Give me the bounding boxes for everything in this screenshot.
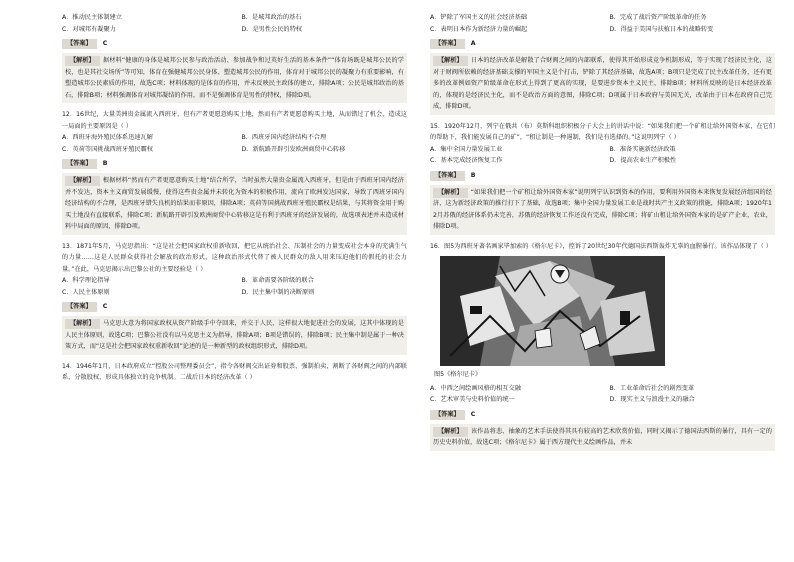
explanation-text: “如果我们把一个矿租让给外国资本家”说明列宁认识到资本的作用，要利用外国资本来恢复发展经济组国的经济，这为新经济政策的推行打下了基础，故选B项；集中全国力量发展工业是战时共产主义政策的措施，排除A项；1920年12月苏俄的经济体系仍未完善，苏俄的经济恢复工作还没有完成，排除C项；将矿山租让给外国资本家的是矿产企业，农业，排除D项。: [433, 188, 772, 230]
explanation-badge: 【解析】: [65, 176, 100, 186]
q15-option-a[interactable]: A．集中全国力量发展工业: [430, 145, 503, 153]
q14-option-c[interactable]: C．表明日本作为新经济力量的崛起: [430, 25, 528, 33]
q13-stem: 13．1871年5月，马克思指出：“这是社会把国家政权重新收回，把它从统治社会、压制社会的力量变成社会本身的充满生气的力量……这是人民群众获得社会解放的政治形式，这种政治形式代替了被人民群众的敌人用来压迫他们的假托的社会力量。”在此，马克思揭示出巴黎公社的主要经验是（ ）: [62, 242, 407, 273]
q16-options-row-2: [430, 394, 775, 406]
q11-options-row-1: [62, 12, 407, 24]
answer-badge: 【答案】: [62, 39, 97, 49]
q16-option-b[interactable]: B．工业革命后社会的剧烈变革: [609, 384, 695, 392]
q13-options-row-2: [62, 287, 407, 299]
q13-option-d[interactable]: D．民主集中制的决断原则: [241, 288, 315, 296]
answer-letter: C: [102, 303, 108, 310]
q14-stem: 14．1946年1月，日本政府成立“控股公司整理委员会”，指令各财阀交出证券和股票，强制拍卖，割断了各财阀之间的内部联系，分散股权，形成具体独立的竞争机制。二战后日本的经济改革（ ）: [62, 362, 407, 381]
answer-badge: 【答案】: [430, 171, 465, 181]
q12-stem: 12．16世纪，大量美洲贵金属流入西班牙，但有产者更愿意购买土地，然而有产者更愿意购买土地，从而错过了机会，造成这一局面的主要原因是（ ）: [62, 111, 407, 130]
q11-option-c[interactable]: C．对城邦有凝聚力: [62, 25, 116, 33]
answer-badge: 【答案】: [430, 39, 465, 49]
q16-option-c[interactable]: C．艺术审美与史料价值的统一: [430, 396, 515, 403]
explanation-badge: 【解析】: [433, 427, 468, 437]
explanation-text: 根据材料“然而有产者更愿意购买土地”结合所学，当时虽然大量贵金属流入西班牙，但是由于西班牙国内经济并不发达，资本主义商贸发展缓慢，使得这些贵金属并未转化为资本的积极作用，流向了欧洲发达国家，导致了西班牙国内经济结构的不合理，是西班牙错失良机的结果而非原因，排除A项；英荷等国挑战西班牙殖民霸权是结果，与其将资金用于购买土地没有直接联系，排除C项；新航路开辟引发欧洲商贸中心转移这是有利于西班牙的经济发展的，故选项表述并未造成材料中局面的原因，排除D项。: [65, 177, 404, 230]
q13-options-row-1: [62, 275, 407, 287]
right-column: [430, 12, 775, 457]
q13-option-c[interactable]: C．人民主体原则: [62, 288, 110, 296]
q15-option-d[interactable]: D．提高农业生产积极性: [609, 157, 677, 164]
q12-answer: [62, 158, 407, 170]
q14-option-d[interactable]: D．得益于美国与扶植日本的战略转变: [609, 25, 714, 33]
explanation-badge: 【解析】: [433, 188, 468, 198]
q15-option-c[interactable]: C．基本完成经济恢复工作: [430, 157, 503, 164]
q16-options-row-1: [430, 383, 775, 395]
answer-letter: A: [470, 40, 476, 47]
q11-option-b[interactable]: B．是城邦政治的基石: [241, 14, 302, 21]
q14-answer: [430, 38, 775, 50]
figure-caption: 图5《格尔尼卡》: [434, 371, 482, 378]
q13-option-b[interactable]: B．革命需要各阶级的联合: [241, 277, 314, 284]
q12-options-row-2: [62, 144, 407, 156]
q16-option-d[interactable]: D．现实主义与浪漫主义的融合: [609, 396, 695, 403]
q16-stem: 16．图5为西班牙著名画家毕加索的《格尔尼卡》，控诉了20世纪30年代德国法西斯轰炸无辜的血腥暴行。该作品体现了（ ）: [430, 242, 772, 250]
q11-option-d[interactable]: D．是男性公民的特权: [241, 25, 302, 33]
q14-option-b[interactable]: B．完成了战后资产阶级革命的任务: [609, 14, 707, 21]
q15-options-row-1: [430, 144, 775, 156]
explanation-badge: 【解析】: [65, 56, 100, 66]
q11-options-row-2: [62, 24, 407, 36]
answer-badge: 【答案】: [430, 410, 465, 420]
explanation-text: 日本的经济改革是解散了合财阀之间的内部联系，使得其开始形成竞争机制形成，等于实现了经济民主化，这对于财阀所依赖的经济基础支撑的军国主义是个打击，铲除了其经济基础，故选A项；B项只是完成了民主改革任务，还有更多的改革例如资产阶级革命在形式上得到了更高的实现，是要进步资本主义民主，排除B项；材料所反映的是日本经济改革的，体现的是经济民主化，而不是政治方面的意图，排除C项；D项属于日本政府与美国无关，改革由于日本在政府自己完成，排除D项。: [433, 57, 772, 110]
q15-stem: 15．1920年12月，列宁在俄共（布）莫斯科组织积极分子大会上的讲话中说：“如果我们把一个矿租让给外国资本家，在它们的帮助下，我们能发展自己的矿”，“租让制是一种遏制，我们是有选择的。”这说明列宁（ ）: [430, 122, 775, 141]
q11-explanation: [62, 53, 407, 103]
q13-option-a[interactable]: A．科学理论指导: [62, 277, 110, 284]
q14-options-row-1: [430, 12, 775, 24]
answer-letter: B: [102, 160, 108, 167]
q16-explanation: [430, 424, 775, 451]
guernica-painting: [440, 256, 665, 366]
answer-letter: C: [102, 40, 108, 47]
q12-option-c[interactable]: C．英荷等国挑战西班牙殖民霸权: [62, 145, 153, 153]
explanation-badge: 【解析】: [65, 319, 100, 329]
q12-option-b[interactable]: B．西班牙国内经济结构不合理: [241, 134, 327, 141]
answer-letter: C: [470, 410, 476, 418]
q11-option-a[interactable]: A．推动民主体制建立: [62, 14, 122, 21]
q16-answer: [430, 409, 775, 421]
answer-letter: B: [470, 171, 476, 179]
q14-explanation: [430, 53, 775, 115]
explanation-text: 据材料“健康的身体是城邦公民参与政治活动、参加战争和过英好生活的基本条件”“体育场既是城邦公民的学校，也是其社交场所”等可知，体育在强健城邦公民身体、塑造城邦公民的作用，体育对于城邦公民的凝聚力有重要影响，有塑造城邦公民素质的作用，故选C项；材料体现的是体育的作用，并未反映民主政体的建立，排除A项；公民是城邦政治的基石，排除B项；材料强调体育对城邦凝结的作用，而不是强调体育是男性的特权，排除D项。: [65, 57, 404, 99]
explanation-badge: 【解析】: [433, 56, 468, 66]
q15-answer: [430, 170, 775, 182]
q14-options-row-2: [430, 24, 775, 36]
q16-option-a[interactable]: A．中西之间绘画风格的相互交融: [430, 384, 521, 392]
q13-answer: [62, 301, 407, 313]
q15-options-row-2: [430, 155, 775, 167]
q11-answer: [62, 38, 407, 50]
q12-option-a[interactable]: A．西班牙海外殖民体系迅速瓦解: [62, 134, 153, 141]
q13-explanation: [62, 316, 407, 355]
q14-option-a[interactable]: A．铲除了军国主义的社会经济基础: [430, 14, 528, 21]
q12-options-row-1: [62, 132, 407, 144]
explanation-text: 该作品将悲、抽象的艺术手法使得其具有较高的艺术欣赏价值，同时又揭示了德国法西斯的暴行，具有一定的历史史料价值，故选C项；《格尔尼卡》属于西方现代主义绘画作品，并未: [433, 427, 772, 446]
q15-explanation: [430, 185, 775, 235]
explanation-text: 马克思大意为将国家政权从资产阶级手中夺回来，并交于人民，这样很大地促进社会的发展，这其中体现的是人民主体原则，故选C项；巴黎公社没有以马克思主义为指导，排除A项；B项是错误的，排除B项；民主集中制是属于一种决策方式，而“这是社会把国家政权重新收回”论述的是一种新型的政权组织形式，排除D项。: [65, 320, 404, 350]
answer-badge: 【答案】: [62, 159, 97, 169]
q15-option-b[interactable]: B．准备实施新经济政策: [609, 145, 676, 153]
left-column: [62, 12, 407, 384]
q12-explanation: [62, 173, 407, 235]
q12-option-d[interactable]: D．新航路开辟引发欧洲商贸中心转移: [241, 145, 346, 153]
guernica-artwork: [440, 256, 665, 366]
answer-badge: 【答案】: [62, 302, 97, 312]
